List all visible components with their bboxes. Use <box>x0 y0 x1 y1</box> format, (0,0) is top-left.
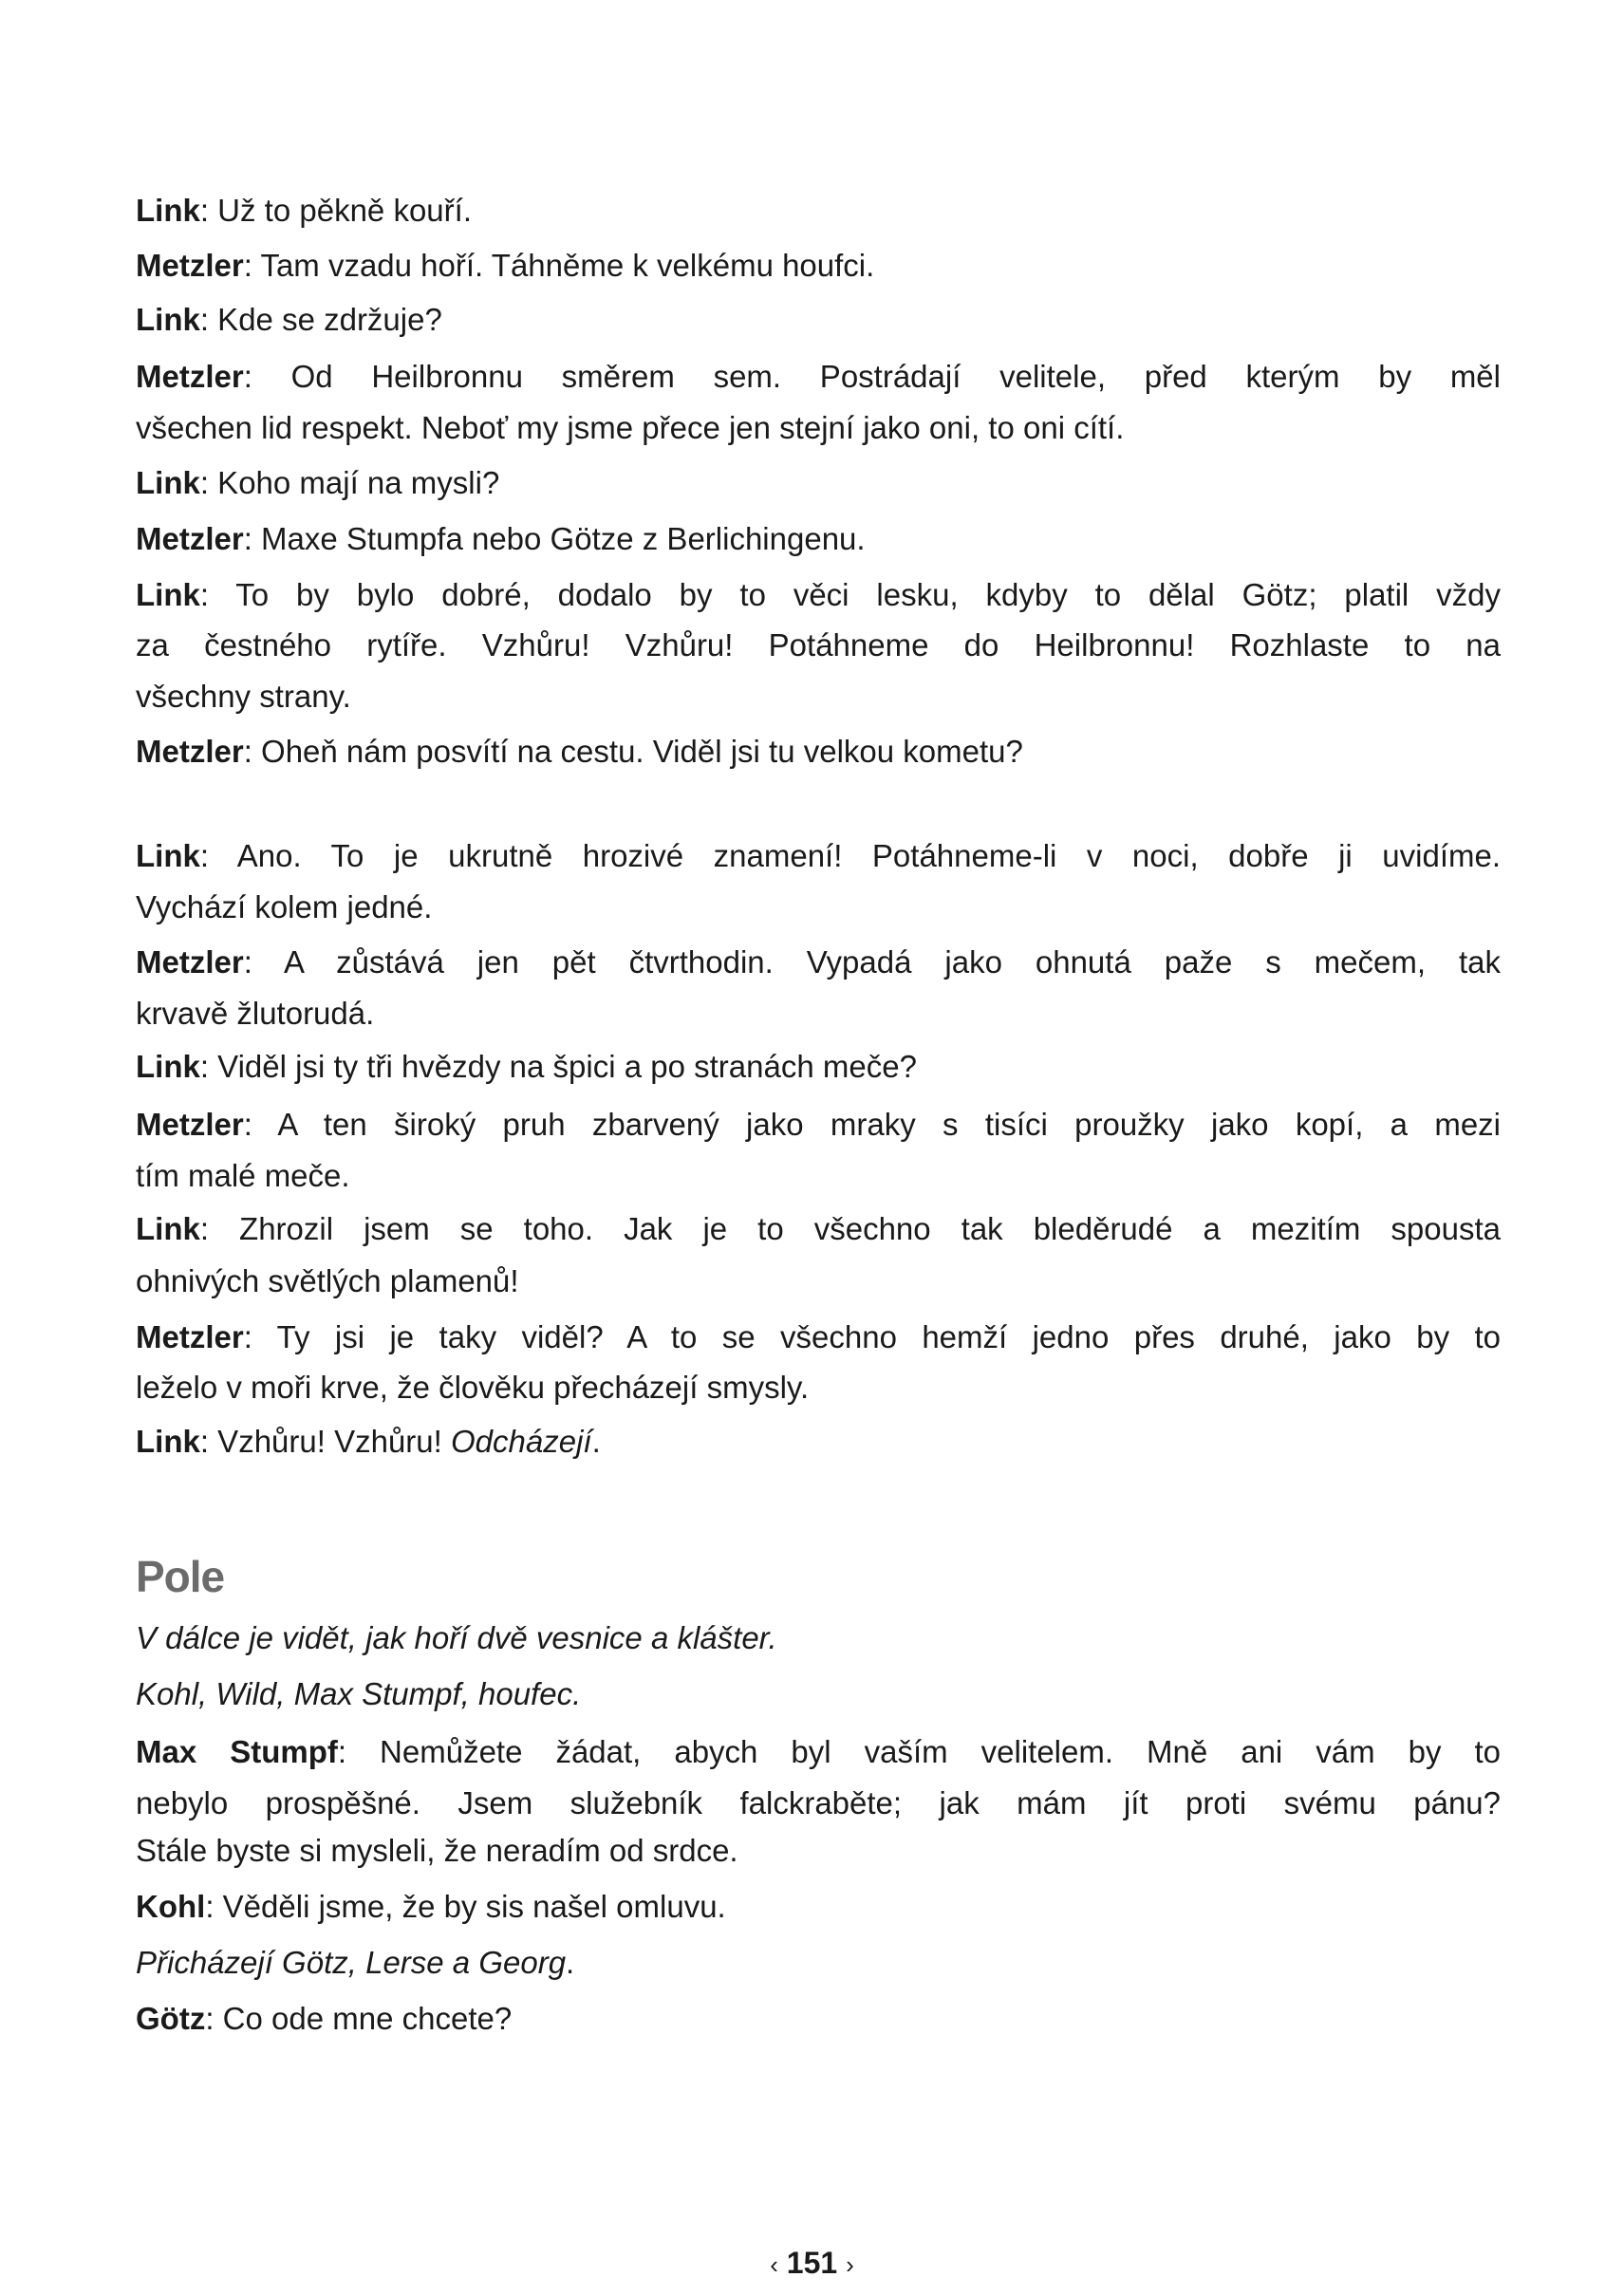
dialogue-line <box>136 942 1501 983</box>
dialogue-line <box>136 574 1501 616</box>
speaker: Link <box>136 193 200 228</box>
speech: : To by bylo dobré, dodalo by to věci lesku, kdyby to dělal Götz; platil vždy <box>199 577 1501 612</box>
speech-continued: Stále byste si mysleli, že neradím od srdce. <box>136 1833 738 1868</box>
speaker: Link <box>136 1424 200 1459</box>
dialogue-line <box>136 1421 1501 1463</box>
dialogue-line <box>136 1886 1501 1928</box>
speech-continued: nebylo prospěšné. Jsem služebník falckraběte; jak mám jít proti svému pánu? <box>136 1785 1501 1820</box>
speech: : Oheň nám posvítí na cestu. Viděl jsi tu velkou kometu? <box>243 734 1023 769</box>
speech: : Koho mají na mysli? <box>199 465 500 500</box>
speech: : Kde se zdržuje? <box>199 302 442 337</box>
speech: : Nemůžete žádat, abych byl vaším velitelem. Mně ani vám by to <box>337 1734 1502 1769</box>
speaker: Max Stumpf <box>136 1734 338 1769</box>
speech: : Od Heilbronnu směrem sem. Postrádají velitele, před kterým by měl <box>243 359 1501 394</box>
speech: : Věděli jsme, že by sis našel omluvu. <box>205 1889 726 1924</box>
speech: : A zůstává jen pět čtvrthodin. Vypadá jako ohnutá paže s mečem, tak <box>243 944 1501 980</box>
speech: : Zhrozil jsem se toho. Jak je to všechno tak bleděrudé a mezitím spousta <box>199 1211 1501 1246</box>
dialogue-line <box>136 1731 1501 1773</box>
dialogue-line <box>136 518 1501 560</box>
speaker: Metzler <box>136 1107 244 1142</box>
page-number-value: 151 <box>786 2246 838 2280</box>
dialogue-line <box>136 1316 1501 1358</box>
speech: : Ano. To je ukrutně hrozivé znamení! Potáhneme-li v noci, dobře ji uvidíme. <box>199 838 1501 873</box>
dialogue-line <box>136 731 1501 773</box>
punctuation: . <box>566 1945 575 1980</box>
speech: : Už to pěkně kouří. <box>199 193 472 228</box>
speech: : Viděl jsi ty tři hvězdy na špici a po stranách meče? <box>199 1049 917 1084</box>
dialogue-line <box>136 1208 1501 1250</box>
speech-continued: Vychází kolem jedné. <box>136 889 433 924</box>
punctuation: . <box>591 1424 601 1459</box>
dialogue-line <box>136 462 1501 504</box>
speech-continued: leželo v moři krve, že člověku přecházejí smysly. <box>136 1370 810 1405</box>
speech: : Vzhůru! Vzhůru! <box>199 1424 451 1459</box>
speaker: Metzler <box>136 248 244 283</box>
speaker: Link <box>136 1211 200 1246</box>
speaker: Metzler <box>136 521 244 556</box>
stage-direction: Přicházejí Götz, Lerse a Georg <box>136 1945 567 1980</box>
stage-direction: V dálce je vidět, jak hoří dvě vesnice a klášter. <box>136 1620 777 1655</box>
speaker: Link <box>136 1049 200 1084</box>
speech: : Co ode mne chcete? <box>205 2001 513 2036</box>
speaker: Link <box>136 465 200 500</box>
dialogue-line <box>136 245 1501 287</box>
dialogue-line <box>136 299 1501 341</box>
speech-continued: za čestného rytíře. Vzhůru! Vzhůru! Potáhneme do Heilbronnu! Rozhlaste to na <box>136 627 1501 663</box>
left-angle-ornament: ‹ <box>770 2250 778 2279</box>
speaker: Metzler <box>136 944 244 980</box>
speech-continued: všechny strany. <box>136 679 351 714</box>
speech: : A ten široký pruh zbarvený jako mraky s tisíci proužky jako kopí, a mezi <box>243 1107 1501 1142</box>
dialogue-line <box>136 190 1501 232</box>
speaker: Link <box>136 577 200 612</box>
speech-continued: tím malé meče. <box>136 1158 350 1193</box>
dialogue-line <box>136 1998 1501 2040</box>
right-angle-ornament: › <box>846 2250 854 2279</box>
stage-direction: Kohl, Wild, Max Stumpf, houfec. <box>136 1676 582 1711</box>
speaker: Metzler <box>136 359 244 394</box>
speaker: Metzler <box>136 1319 244 1354</box>
speech: : Tam vzadu hoří. Táhněme k velkému houfci. <box>243 248 875 283</box>
page-number <box>0 2246 1624 2281</box>
speaker: Kohl <box>136 1889 206 1924</box>
speech: : Maxe Stumpfa nebo Götze z Berlichingenu. <box>243 521 866 556</box>
dialogue-line <box>136 1046 1501 1088</box>
speech-continued: krvavě žlutorudá. <box>136 996 375 1031</box>
speaker: Link <box>136 838 200 873</box>
dialogue-line <box>136 356 1501 398</box>
scene-heading: Pole <box>136 1552 225 1601</box>
speaker: Metzler <box>136 734 244 769</box>
dialogue-line <box>136 835 1501 877</box>
speech-continued: ohnivých světlých plamenů! <box>136 1263 519 1298</box>
stage-direction: Odcházejí <box>450 1424 592 1459</box>
speaker: Link <box>136 302 200 337</box>
dialogue-line <box>136 1104 1501 1146</box>
speaker: Götz <box>136 2001 206 2036</box>
speech-continued: všechen lid respekt. Neboť my jsme přece jen stejní jako oni, to oni cítí. <box>136 410 1125 445</box>
speech: : Ty jsi je taky viděl? A to se všechno hemží jedno přes druhé, jako by to <box>243 1319 1501 1354</box>
stage-direction-line <box>136 1942 1501 1984</box>
